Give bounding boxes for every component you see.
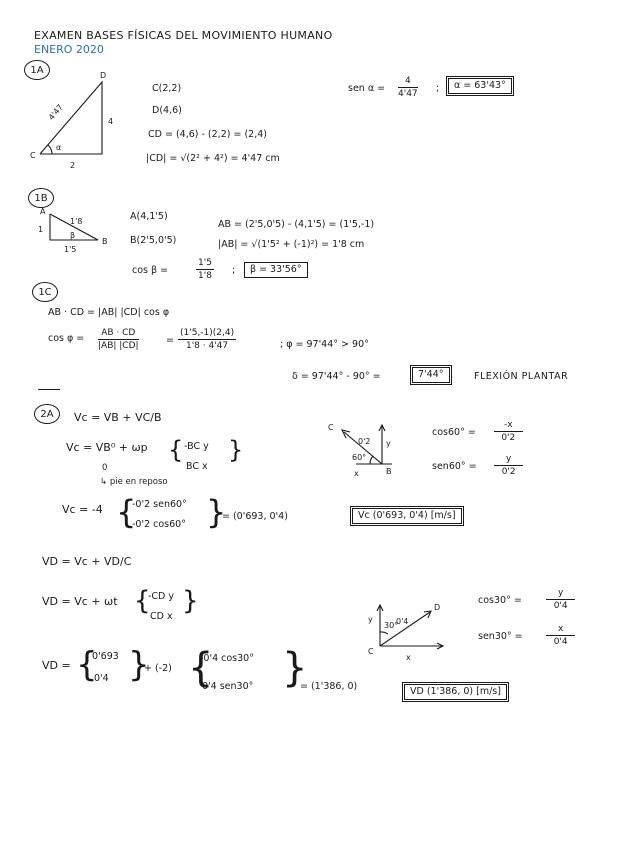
vector-ab-1b: AB = (2'5,0'5) - (4,1'5) = (1'5,-1) bbox=[218, 219, 375, 230]
triangle-1b-pt-b: B bbox=[102, 237, 108, 246]
fig1-angle-arc bbox=[370, 456, 373, 464]
fig1-y: y bbox=[386, 439, 391, 448]
vd-eq3-brace1-2a: { bbox=[76, 645, 98, 685]
triangle-1b-base: 1'5 bbox=[64, 245, 77, 254]
result-box-1a: α = 63'43° bbox=[448, 78, 512, 94]
cosine-num-1b: 1'5 bbox=[198, 258, 212, 268]
sine-den-1a: 4'47 bbox=[398, 89, 418, 99]
section-label-1c: 1C bbox=[32, 282, 58, 302]
vc-result-box-2a: Vc (0'693, 0'4) [m/s] bbox=[352, 508, 462, 524]
vd-eq2-lhs-2a: VD = Vc + ωt bbox=[42, 595, 118, 608]
section-label-1b: 1B bbox=[28, 188, 54, 208]
fig2-pt-c: C bbox=[368, 647, 374, 656]
vc-eq2-top-2a: -BC y bbox=[184, 441, 209, 452]
vd-eq2-rbrace-2a: } bbox=[182, 586, 199, 616]
fig1-pt-c: C bbox=[328, 423, 334, 432]
point-b-1b: B(2'5,0'5) bbox=[130, 235, 177, 246]
cos60-lhs-2a: cos60° = bbox=[432, 427, 476, 438]
equals-1c: = bbox=[166, 335, 174, 346]
delta-eq-1c: δ = 97'44° - 90° = bbox=[292, 371, 381, 382]
point-a-1b: A(4,1'5) bbox=[130, 211, 168, 222]
rest-note-2a: ↳ pie en reposo bbox=[100, 477, 168, 487]
vd-eq1-2a: VD = Vc + VD/C bbox=[42, 555, 132, 568]
result-box-1b: β = 33'56° bbox=[244, 262, 308, 278]
vc-eq3-bot-2a: -0'2 cos60° bbox=[132, 519, 186, 530]
sen30-fraction-2a bbox=[546, 624, 575, 647]
sine-lhs-1a: sen α = bbox=[348, 83, 386, 94]
triangle-1b-angle: β bbox=[70, 231, 76, 240]
vd-eq3-res-2a: = (1'386, 0) bbox=[300, 681, 358, 692]
cosine-lhs-1c: cos φ = bbox=[48, 333, 85, 344]
triangle-1b-hyp: 1'8 bbox=[70, 217, 83, 226]
triangle-figure-1b bbox=[36, 208, 116, 258]
exam-title: EXAMEN BASES FÍSICAS DEL MOVIMIENTO HUMANO bbox=[34, 29, 333, 42]
velocity-figure-1-2a bbox=[326, 420, 410, 480]
conclusion-1c: FLEXIÓN PLANTAR bbox=[474, 371, 569, 382]
sen30-num-2a: x bbox=[546, 624, 575, 636]
point-c-1a: C(2,2) bbox=[152, 83, 182, 94]
section-label-1a: 1A bbox=[24, 60, 50, 80]
vc-eq3-top-2a: -0'2 sen60° bbox=[132, 499, 187, 510]
triangle-1b-pt-a: A bbox=[40, 207, 46, 216]
fig2-angle-arc bbox=[380, 632, 388, 634]
fig2-x: x bbox=[406, 653, 411, 662]
sen60-num-2a: y bbox=[494, 454, 523, 466]
delta-box-1c: 7'44° bbox=[412, 367, 450, 383]
fig1-ang: 60° bbox=[352, 453, 367, 462]
vd-eq2-bot-2a: CD x bbox=[150, 611, 173, 622]
fraction1-den-1c: |AB| |CD| bbox=[98, 341, 139, 351]
fig2-ang: 30° bbox=[384, 621, 399, 630]
vd-eq3-v2-2a: 0'4 bbox=[94, 673, 109, 684]
triangle-1a-pt-c: C bbox=[30, 151, 36, 160]
semicolon-1a: ; bbox=[436, 83, 440, 94]
vc-eq3-rbrace-2a: } bbox=[206, 493, 227, 531]
triangle-1a-base: 2 bbox=[70, 161, 76, 170]
cos30-num-2a: y bbox=[546, 588, 575, 600]
fraction2-den-1c: 1'8 · 4'47 bbox=[185, 341, 229, 351]
cosine-fraction-1b bbox=[196, 258, 214, 281]
cosine-lhs-1b: cos β = bbox=[132, 265, 169, 276]
vc-eq2-rbrace-2a: } bbox=[228, 436, 244, 464]
phi-result-1c: ; φ = 97'44° > 90° bbox=[280, 339, 369, 350]
vd-eq3-bot-2a: 0'4 sen30° bbox=[202, 681, 254, 692]
sen60-den-2a: 0'2 bbox=[501, 467, 516, 477]
fig2-pt-d: D bbox=[434, 603, 441, 612]
triangle-1a-angle: α bbox=[56, 143, 62, 152]
vd-eq3-brace2-2a: { bbox=[188, 645, 214, 691]
fig1-len: 0'2 bbox=[358, 437, 371, 446]
point-d-1a: D(4,6) bbox=[152, 105, 182, 116]
vc-eq2-bot-2a: BC x bbox=[186, 461, 208, 472]
vc-eq3-res-2a: = (0'693, 0'4) bbox=[222, 511, 288, 522]
vc-eq2-lhs-2a: Vc = VB⁰ + ωp bbox=[66, 441, 148, 454]
sen30-den-2a: 0'4 bbox=[553, 637, 568, 647]
fig2-len: 0'4 bbox=[396, 617, 409, 626]
fraction1-num-1c: AB · CD bbox=[98, 328, 139, 340]
triangle-1a-pt-d: D bbox=[100, 71, 107, 80]
cos30-fraction-2a bbox=[546, 588, 575, 611]
section-divider bbox=[38, 389, 60, 390]
vd-eq2-brace-2a: { bbox=[134, 586, 151, 616]
cos60-den-2a: 0'2 bbox=[501, 433, 516, 443]
vd-eq3-rbrace1-2a: } bbox=[128, 645, 150, 685]
sen60-lhs-2a: sen60° = bbox=[432, 461, 477, 472]
zero-mark-2a: 0 bbox=[102, 463, 108, 473]
cos30-den-2a: 0'4 bbox=[553, 601, 568, 611]
semicolon-1b: ; bbox=[232, 265, 236, 276]
fraction1-1c bbox=[98, 328, 139, 351]
vd-eq3-top-2a: -0'4 cos30° bbox=[200, 653, 254, 664]
vd-eq3-mid-2a: + (-2) bbox=[144, 663, 172, 674]
vc-eq1-2a: Vc = VB + VC/B bbox=[74, 411, 162, 424]
cos30-lhs-2a: cos30° = bbox=[478, 595, 522, 606]
triangle-figure-1a bbox=[28, 72, 118, 172]
section-label-2a: 2A bbox=[34, 404, 60, 424]
sen30-lhs-2a: sen30° = bbox=[478, 631, 523, 642]
cosine-den-1b: 1'8 bbox=[198, 271, 212, 281]
modulus-cd-1a: |CD| = √(2² + 4²) = 4'47 cm bbox=[146, 153, 280, 164]
modulus-ab-1b: |AB| = √(1'5² + (-1)²) = 1'8 cm bbox=[218, 239, 365, 250]
exam-date: ENERO 2020 bbox=[34, 43, 104, 56]
vd-eq3-v1-2a: 0'693 bbox=[92, 651, 119, 662]
fig1-pt-b: B bbox=[386, 467, 392, 476]
vector-cd-1a: CD = (4,6) - (2,2) = (2,4) bbox=[148, 129, 267, 140]
vd-eq3-lhs-2a: VD = bbox=[42, 659, 71, 672]
vc-eq3-lhs-2a: Vc = -4 bbox=[62, 503, 103, 516]
triangle-1a-vert: 4 bbox=[108, 117, 114, 126]
sine-num-1a: 4 bbox=[398, 76, 418, 88]
fig2-y: y bbox=[368, 615, 373, 624]
vc-eq2-brace-2a: { bbox=[168, 436, 184, 464]
fig1-x: x bbox=[354, 469, 359, 478]
sine-fraction-1a bbox=[398, 76, 418, 99]
cos60-num-2a: -x bbox=[494, 420, 523, 432]
vd-eq2-top-2a: -CD y bbox=[148, 591, 175, 602]
triangle-1a-angle-arc bbox=[48, 145, 52, 154]
triangle-1a-hyp: 4'47 bbox=[46, 102, 65, 122]
velocity-figure-2-2a bbox=[366, 598, 450, 662]
vd-result-box-2a: VD (1'386, 0) [m/s] bbox=[404, 684, 507, 700]
cos60-fraction-2a bbox=[494, 420, 523, 443]
fraction2-1c bbox=[178, 328, 236, 351]
triangle-1b-side: 1 bbox=[38, 225, 44, 234]
sen60-fraction-2a bbox=[494, 454, 523, 477]
vc-eq3-brace-2a: { bbox=[116, 493, 137, 531]
dot-product-eq-1c: AB · CD = |AB| |CD| cos φ bbox=[48, 307, 170, 318]
vd-eq3-rbrace2-2a: } bbox=[282, 645, 308, 691]
fraction2-num-1c: (1'5,-1)(2,4) bbox=[180, 328, 235, 338]
